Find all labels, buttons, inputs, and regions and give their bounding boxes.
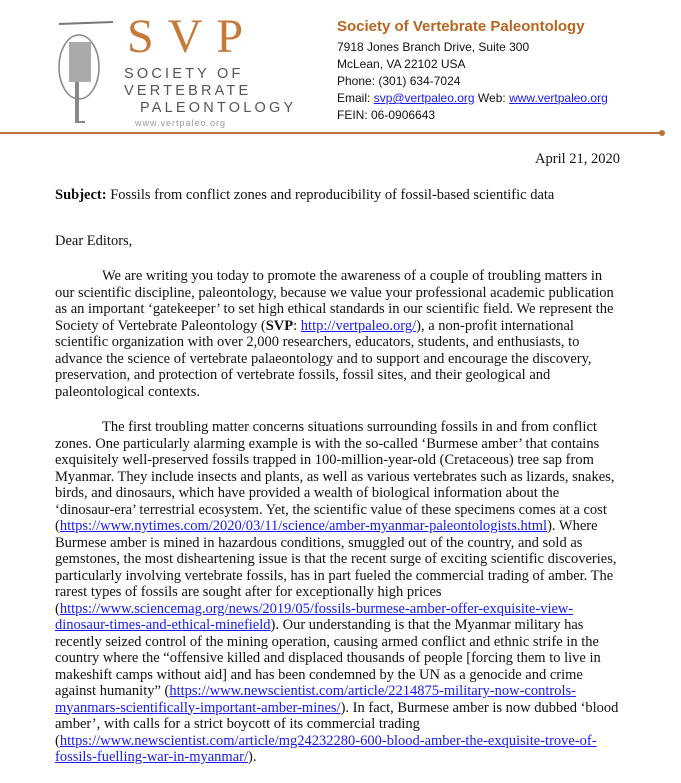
text-segment: scientific organization with over 2,000 researchers, educators, students, and enthusiasts, to bbox=[55, 334, 580, 350]
text-segment: preservation, and protection of vertebrate fossils, fossil sites, and their geological and bbox=[55, 367, 551, 383]
web-label: Web: bbox=[474, 91, 510, 105]
text-line bbox=[55, 667, 618, 684]
subject-text: Fossils from conflict zones and reproducibility of fossil-based scientific data bbox=[106, 187, 555, 203]
bold-text: SVP bbox=[265, 317, 294, 334]
header-divider bbox=[0, 132, 662, 134]
text-segment: ( bbox=[55, 518, 60, 534]
contact-line bbox=[337, 90, 608, 107]
text-line bbox=[55, 419, 618, 436]
text-line bbox=[55, 650, 618, 667]
text-line bbox=[55, 502, 618, 519]
logo-line-2: VERTEBRATE bbox=[124, 83, 252, 99]
text-segment: ). Our understanding is that the Myanmar military has bbox=[270, 617, 584, 633]
text-line bbox=[55, 634, 618, 651]
text-segment: zones. One particularly alarming example is with the so-called ‘Burmese amber’ that contains bbox=[55, 435, 600, 452]
reference-link[interactable]: https://www.newscientist.com/article/mg24232280-600-blood-amber-the-exquisite-trove-of- bbox=[59, 732, 597, 749]
text-segment: ), a non-profit international bbox=[416, 317, 574, 334]
reference-link[interactable]: https://www.sciencemag.org/news/2019/05/fossils-burmese-amber-offer-exquisite-view- bbox=[59, 600, 574, 617]
logo-url: www.vertpaleo.org bbox=[135, 118, 227, 128]
text-segment: makeshift camps without aid] and has been condemned by the UN as a genocide and crime bbox=[55, 666, 583, 683]
text-segment: our scientific discipline, paleontology, because we value your professional academic publication bbox=[55, 284, 614, 301]
subject-line bbox=[55, 187, 554, 204]
reference-link[interactable]: dinosaur-times-and-ethical-minefield bbox=[55, 617, 271, 633]
svp-logo bbox=[55, 10, 297, 130]
text-segment: ). bbox=[248, 749, 257, 765]
fossil-emblem-icon bbox=[55, 12, 115, 130]
text-segment: against humanity” ( bbox=[55, 683, 170, 699]
text-segment: Myanmar. They include insects and plants, as well as various vertebrates such as lizards, snakes, bbox=[55, 468, 615, 485]
text-line bbox=[55, 535, 618, 552]
text-segment: particularly involving vertebrate fossils, has in part fueled the commercial trading of amber. The bbox=[55, 567, 614, 584]
text-line bbox=[55, 485, 618, 502]
text-line bbox=[55, 601, 618, 618]
text-line bbox=[55, 749, 618, 766]
text-line bbox=[55, 568, 618, 585]
divider-dot bbox=[659, 130, 665, 136]
text-segment: We are writing you today to promote the awareness of a couple of troubling matters in bbox=[102, 268, 603, 284]
text-line bbox=[55, 301, 614, 318]
text-line bbox=[55, 268, 614, 285]
text-line bbox=[55, 351, 614, 368]
web-link[interactable]: www.vertpaleo.org bbox=[509, 91, 608, 105]
greeting: Dear Editors, bbox=[55, 233, 133, 249]
reference-link[interactable]: http://vertpaleo.org/ bbox=[300, 317, 417, 334]
paragraph-1 bbox=[55, 268, 614, 400]
text-line bbox=[55, 716, 618, 733]
text-line bbox=[55, 683, 618, 700]
reference-link[interactable]: myanmars-scientifically-important-amber-mines/ bbox=[55, 699, 341, 716]
text-segment: rarest types of fossils are sought after for exceptionally high prices bbox=[55, 584, 442, 600]
logo-line-3: PALEONTOLOGY bbox=[140, 100, 297, 116]
text-line bbox=[55, 285, 614, 302]
text-segment: amber’, with calls for a strict boycott of its commercial trading bbox=[55, 716, 420, 732]
text-line bbox=[55, 733, 618, 750]
subject-label: Subject: bbox=[55, 187, 107, 203]
text-segment: exquisitely well-preserved fossils trapped in 100-million-year-old (Cretaceous) tree sap from bbox=[55, 452, 594, 468]
reference-link[interactable]: fossils-fuelling-war-in-myanmar/ bbox=[55, 749, 248, 765]
text-segment: ( bbox=[55, 732, 60, 749]
email-label: Email: bbox=[337, 91, 374, 105]
text-segment: Society of Vertebrate Paleontology ( bbox=[55, 317, 266, 334]
text-line bbox=[55, 700, 618, 717]
text-segment: gemstones, the most disheartening issue is that the recent surge of exciting scientific discoveries, bbox=[55, 551, 617, 567]
text-line bbox=[55, 584, 618, 601]
logo-line-1: SOCIETY OF bbox=[124, 66, 244, 82]
text-segment: ( bbox=[55, 600, 60, 617]
logo-letters: SVP bbox=[127, 10, 258, 63]
text-line bbox=[55, 617, 618, 634]
text-segment: as an important ‘gatekeeper’ to set high ethical standards in our scientific field. We represent the bbox=[55, 301, 614, 317]
text-segment: The first troubling matter concerns situations surrounding fossils in and from conflict bbox=[102, 419, 597, 435]
text-line bbox=[55, 367, 614, 384]
phone: Phone: (301) 634-7024 bbox=[337, 74, 461, 88]
text-line bbox=[55, 436, 618, 453]
text-line bbox=[55, 318, 614, 335]
text-segment: birds, and dinosaurs, which have provided a wealth of biological information about the bbox=[55, 485, 560, 501]
text-segment: advance the science of vertebrate palaeontology and to support and encourage the discovery, bbox=[55, 350, 592, 367]
text-line bbox=[55, 469, 618, 486]
text-segment: recently seized control of the mining operation, causing armed conflict and ethnic strife in the bbox=[55, 633, 599, 650]
reference-link[interactable]: https://www.nytimes.com/2020/03/11/science/amber-myanmar-paleontologists.html bbox=[59, 518, 548, 534]
text-segment: ‘dinosaur-era’ terrestrial ecosystem. Yet, the scientific value of these specimens comes at a cost bbox=[55, 501, 607, 518]
text-segment: : bbox=[293, 317, 301, 334]
fein: FEIN: 06-0906643 bbox=[337, 108, 436, 122]
text-segment: paleontological contexts. bbox=[55, 383, 200, 400]
text-line bbox=[55, 518, 618, 535]
letter-date: April 21, 2020 bbox=[535, 151, 620, 167]
address-line-2: McLean, VA 22102 USA bbox=[337, 57, 466, 71]
text-line bbox=[55, 384, 614, 401]
text-line bbox=[55, 334, 614, 351]
text-segment: ). Where bbox=[547, 518, 598, 534]
text-line bbox=[55, 551, 618, 568]
org-name: Society of Vertebrate Paleontology bbox=[337, 18, 585, 35]
address-line-1: 7918 Jones Branch Drive, Suite 300 bbox=[337, 40, 530, 54]
email-link[interactable]: svp@vertpaleo.org bbox=[373, 91, 475, 105]
text-line bbox=[55, 452, 618, 469]
text-segment: Burmese amber is mined in hazardous conditions, smuggled out of the country, and sold as bbox=[55, 534, 583, 551]
paragraph-2 bbox=[55, 419, 618, 766]
reference-link[interactable]: https://www.newscientist.com/article/2214875-military-now-controls- bbox=[169, 683, 576, 699]
letterhead bbox=[337, 18, 608, 124]
text-segment: ). In fact, Burmese amber is now dubbed ‘blood bbox=[340, 699, 619, 716]
text-segment: country where the “offensive killed and displaced thousands of people [forcing them to live in bbox=[55, 650, 601, 666]
